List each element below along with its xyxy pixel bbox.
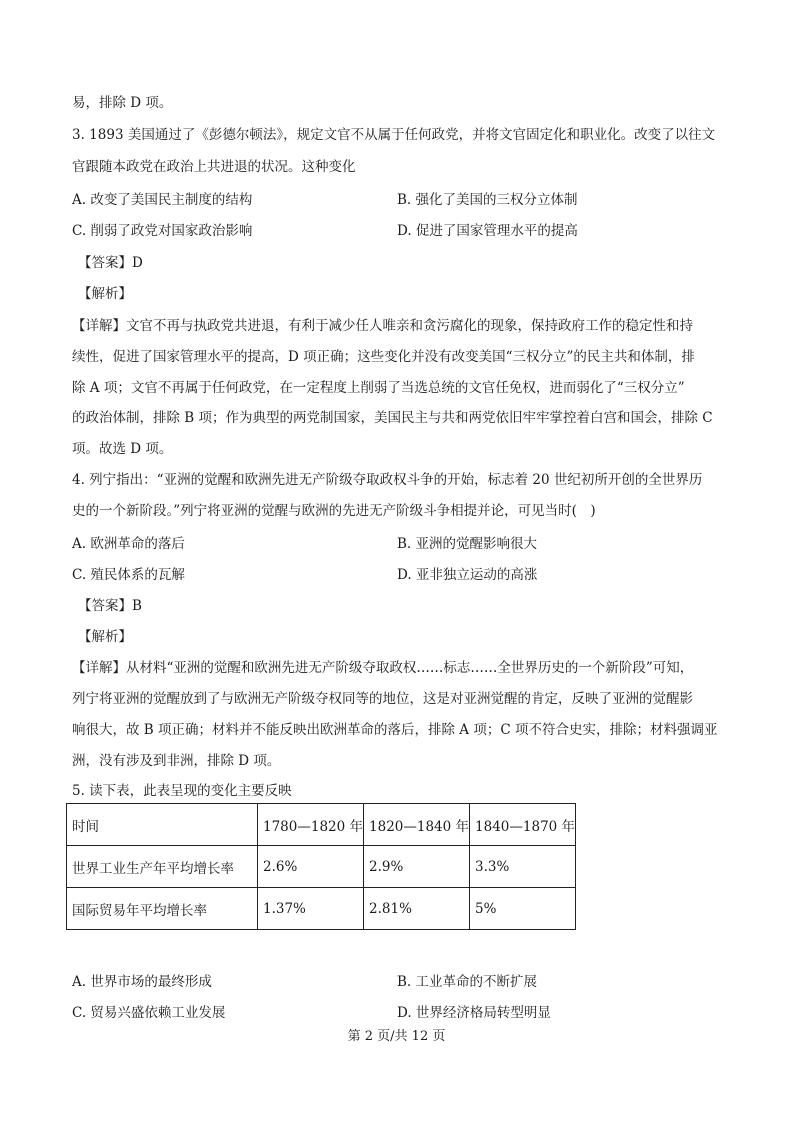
table-header-cell: 时间: [67, 804, 258, 846]
question-3-stem: 3. 1893 美国通过了《彭德尔顿法》，规定文官不从属于任何政党，并将文官固定化和职业化。改变了以往文: [72, 127, 716, 143]
table-cell: 3.3%: [470, 846, 576, 888]
table-row: [67, 888, 576, 930]
growth-rate-table: [66, 803, 576, 930]
table-cell: 2.81%: [364, 888, 470, 930]
q5-option-d: D. 世界经济格局转型明显: [397, 1005, 551, 1021]
q3-option-c: C. 削弱了政党对国家政治影响: [72, 223, 253, 239]
page-footer: 第 2 页/共 12 页: [347, 1029, 446, 1044]
table-row: [67, 846, 576, 888]
question-4-stem: 史的一个新阶段。”列宁将亚洲的觉醒与欧洲的先进无产阶级斗争相提并论，可见当时( ): [72, 503, 596, 519]
explanation-text: 洲，没有涉及到非洲，排除 D 项。: [72, 753, 281, 769]
q3-option-d: D. 促进了国家管理水平的提高: [397, 223, 578, 239]
analysis-label: 【解析】: [78, 286, 132, 302]
analysis-label: 【解析】: [78, 629, 132, 645]
q5-option-b: B. 工业革命的不断扩展: [397, 974, 538, 990]
q3-option-b: B. 强化了美国的三权分立体制: [397, 192, 578, 208]
explanation-text: 除 A 项；文官不再属于任何政党，在一定程度上削弱了当选总统的文官任免权，进而弱化了“三权分立”: [72, 380, 685, 396]
table-cell: 世界工业生产年平均增长率: [67, 846, 258, 888]
table-cell: 5%: [470, 888, 576, 930]
explanation-text: 【详解】文官不再与执政党共进退，有利于减少任人唯亲和贪污腐化的现象，保持政府工作的稳定性和持: [72, 318, 693, 334]
explanation-text: 续性，促进了国家管理水平的提高，D 项正确；这些变化并没有改变美国“三权分立”的民主共和体制，排: [72, 349, 695, 365]
answer-label: 【答案】D: [78, 255, 143, 271]
text-line: 易，排除 D 项。: [72, 95, 173, 111]
q5-option-a: A. 世界市场的最终形成: [72, 974, 212, 990]
table-cell: 2.9%: [364, 846, 470, 888]
question-5-stem: 5. 读下表，此表呈现的变化主要反映: [72, 783, 292, 799]
answer-label: 【答案】B: [78, 598, 142, 614]
q4-option-c: C. 殖民体系的瓦解: [72, 567, 185, 583]
table-cell: 国际贸易年平均增长率: [67, 888, 258, 930]
explanation-text: 响很大，故 B 项正确；材料并不能反映出欧洲革命的落后，排除 A 项；C 项不符合史实，排除；材料强调亚: [72, 722, 718, 738]
table-header-cell: 1780—1820 年: [258, 804, 364, 846]
question-3-stem: 官跟随本政党在政治上共进退的状况。这种变化: [72, 159, 356, 175]
q4-option-d: D. 亚非独立运动的高涨: [397, 567, 538, 583]
table-cell: 1.37%: [258, 888, 364, 930]
table-header-row: [67, 804, 576, 846]
q4-option-b: B. 亚洲的觉醒影响很大: [397, 536, 538, 552]
q4-option-a: A. 欧洲革命的落后: [72, 536, 185, 552]
table-header-cell: 1820—1840 年: [364, 804, 470, 846]
table-cell: 2.6%: [258, 846, 364, 888]
explanation-text: 项。故选 D 项。: [72, 441, 173, 457]
explanation-text: 的政治体制，排除 B 项；作为典型的两党制国家，美国民主与共和两党依旧牢牢掌控着白宫和国会，排除 C: [72, 410, 713, 426]
table-header-cell: 1840—1870 年: [470, 804, 576, 846]
q3-option-a: A. 改变了美国民主制度的结构: [72, 192, 253, 208]
explanation-text: 列宁将亚洲的觉醒放到了与欧洲无产阶级夺权同等的地位，这是对亚洲觉醒的肯定，反映了亚洲的觉醒影: [72, 691, 693, 707]
question-4-stem: 4. 列宁指出：“亚洲的觉醒和欧洲先进无产阶级夺取政权斗争的开始，标志着 20 世纪初所开创的全世界历: [72, 472, 703, 488]
q5-option-c: C. 贸易兴盛依赖工业发展: [72, 1005, 226, 1021]
explanation-text: 【详解】从材料“亚洲的觉醒和欧洲先进无产阶级夺取政权……标志……全世界历史的一个新阶段”可知，: [72, 660, 694, 676]
